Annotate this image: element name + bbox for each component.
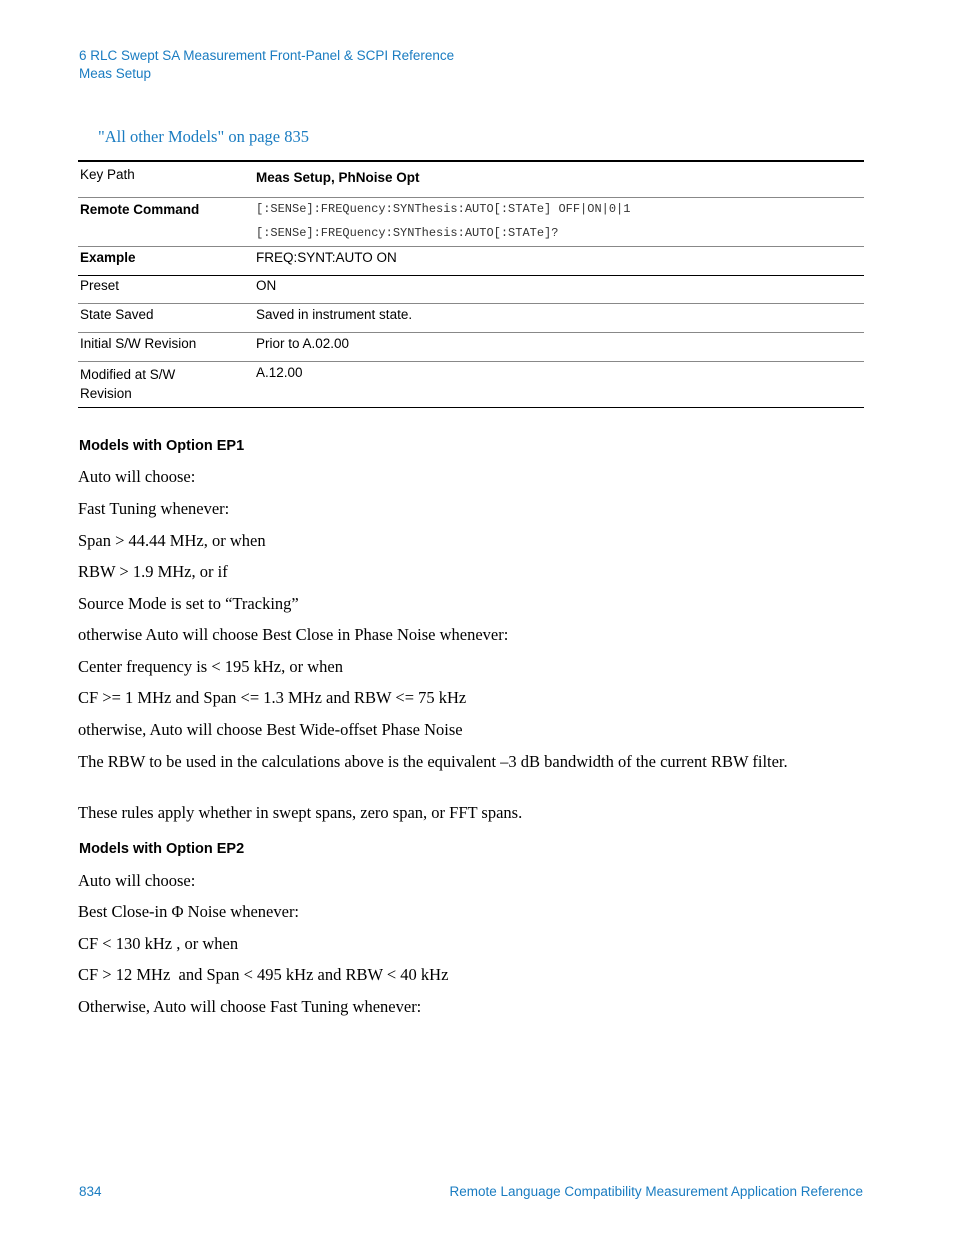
remote-command-label: Remote Command xyxy=(80,202,200,217)
modified-revision-value: A.12.00 xyxy=(256,365,303,380)
ep2-heading: Models with Option EP2 xyxy=(79,841,245,857)
remote-command-query: [:SENSe]:FREQuency:SYNThesis:AUTO[:STATe]? xyxy=(256,226,559,240)
key-path-value: Meas Setup, PhNoise Opt xyxy=(256,170,420,185)
ep1-paragraph: Fast Tuning whenever: xyxy=(78,499,230,518)
ep1-paragraph: Center frequency is < 195 kHz, or when xyxy=(78,657,343,676)
all-other-models-link[interactable]: "All other Models" on page 835 xyxy=(98,127,309,146)
example-value: FREQ:SYNT:AUTO ON xyxy=(256,250,397,265)
row-state-saved xyxy=(78,304,864,333)
ep1-paragraph: Auto will choose: xyxy=(78,467,196,486)
ep2-paragraph: Auto will choose: xyxy=(78,871,196,890)
state-saved-value: Saved in instrument state. xyxy=(256,307,413,322)
row-example xyxy=(78,247,864,276)
ep1-paragraph: otherwise, Auto will choose Best Wide-offset Phase Noise xyxy=(78,720,463,739)
preset-value: ON xyxy=(256,278,277,293)
document-title: Remote Language Compatibility Measurement Application Reference xyxy=(449,1184,863,1199)
state-saved-label: State Saved xyxy=(80,307,154,322)
modified-label-line1: Modified at S/W xyxy=(80,367,176,382)
page-number: 834 xyxy=(79,1184,102,1199)
command-table xyxy=(78,160,864,408)
ep1-paragraph: These rules apply whether in swept spans, zero span, or FFT spans. xyxy=(78,803,523,822)
key-path-label: Key Path xyxy=(80,167,135,182)
row-remote-command xyxy=(78,198,864,247)
preset-label: Preset xyxy=(80,278,120,293)
initial-revision-value: Prior to A.02.00 xyxy=(256,336,350,351)
row-key-path xyxy=(78,161,864,198)
ep1-rbw-note: The RBW to be used in the calculations above is the equivalent –3 dB bandwidth of the current RBW filter. xyxy=(78,752,788,771)
section-header: Meas Setup xyxy=(79,66,152,81)
chapter-header: 6 RLC Swept SA Measurement Front-Panel & SCPI Reference xyxy=(79,48,455,63)
remote-command-set: [:SENSe]:FREQuency:SYNThesis:AUTO[:STATe] OFF|ON|0|1 xyxy=(256,202,631,216)
ep2-paragraph: CF < 130 kHz , or when xyxy=(78,934,239,953)
ep2-paragraph: CF > 12 MHz and Span < 495 kHz and RBW < 40 kHz xyxy=(78,965,449,984)
ep2-paragraph: Otherwise, Auto will choose Fast Tuning whenever: xyxy=(78,997,422,1016)
modified-label-line2: Revision xyxy=(80,386,132,401)
initial-revision-label: Initial S/W Revision xyxy=(80,336,197,351)
ep1-heading: Models with Option EP1 xyxy=(79,438,245,454)
ep1-paragraph: Span > 44.44 MHz, or when xyxy=(78,531,266,550)
example-label: Example xyxy=(80,250,136,265)
ep1-paragraph: RBW > 1.9 MHz, or if xyxy=(78,562,228,581)
row-modified-revision xyxy=(78,362,864,408)
ep2-paragraph: Best Close-in Φ Noise whenever: xyxy=(78,902,300,921)
ep1-paragraph: Source Mode is set to “Tracking” xyxy=(78,594,299,613)
ep1-paragraph: otherwise Auto will choose Best Close in Phase Noise whenever: xyxy=(78,625,509,644)
row-preset xyxy=(78,276,864,304)
ep1-paragraph: CF >= 1 MHz and Span <= 1.3 MHz and RBW <= 75 kHz xyxy=(78,688,467,707)
row-initial-revision xyxy=(78,333,864,362)
